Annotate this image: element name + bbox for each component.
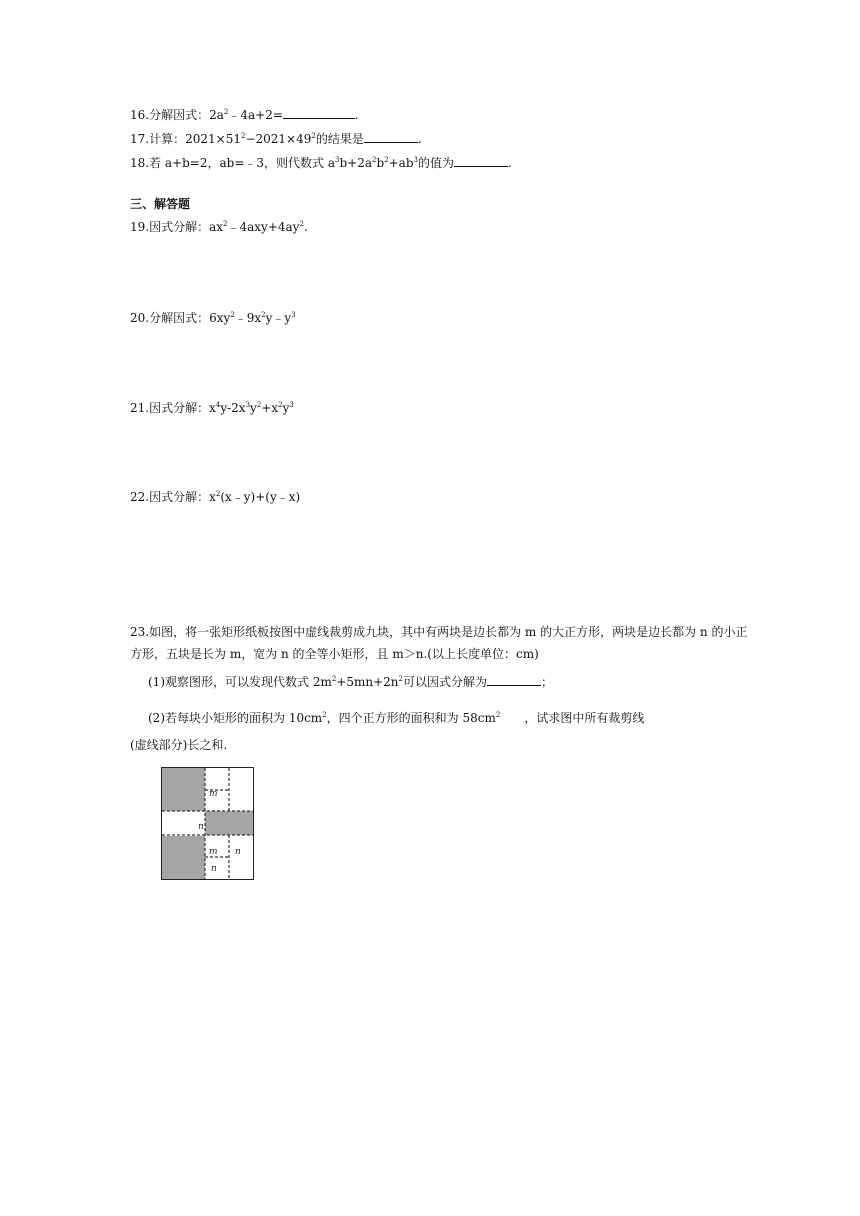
q16-label: 16.分解因式： xyxy=(130,108,210,122)
question-17: 17.计算：$2021\times 51^2-2021\times 49^2$的结果是 . xyxy=(130,132,422,146)
answer-blank[interactable] xyxy=(364,130,418,143)
answer-blank[interactable] xyxy=(487,673,541,686)
q18-label: 18.若 a+b=2，ab=﹣3，则代数式 a xyxy=(130,156,335,170)
question-19: 19.因式分解：$ax^2﹣4axy+4ay^2$. xyxy=(130,220,308,234)
section-heading: 三、解答题 xyxy=(130,197,191,211)
large-square-bottom xyxy=(162,836,205,879)
question-18: 18.若 a+b=2，ab=﹣3，则代数式 $a^3b+2a^2b^2+ab^3$的值为 . xyxy=(130,156,512,170)
answer-blank[interactable] xyxy=(454,154,508,167)
label-m-bottom: m xyxy=(209,847,218,857)
question-16: 16.分解因式：$2a^2﹣4a+2=$ . xyxy=(130,108,359,122)
question-23-part-2: (2)若每块小矩形的面积为 $10cm^2$，四个正方形的面积和为 $58cm^2$ ，试求图中所有裁剪线 xyxy=(148,711,645,725)
question-22: 22.因式分解：$x^2(x﹣y)+(y﹣x)$ xyxy=(130,490,301,504)
small-square-2 xyxy=(229,811,253,835)
question-21: 21.因式分解：$x^4y-2x^3y^2+x^2y^3$ xyxy=(130,401,294,415)
q17-label: 17.计算： xyxy=(130,132,186,146)
answer-blank[interactable] xyxy=(283,106,355,119)
label-n-bottom-1: n xyxy=(211,864,217,874)
label-m-top: m xyxy=(209,789,218,799)
label-n-bottom-2: n xyxy=(235,847,241,857)
cut-diagram xyxy=(161,767,254,880)
question-23-part-1: (1)观察图形，可以发现代数式 $2m^2+5mn+2n^2$可以因式分解为 ； xyxy=(148,675,554,689)
question-20: 20.分解因式：$6xy^2﹣9x^2y﹣y^3$ xyxy=(130,311,296,325)
large-square-top xyxy=(162,768,205,811)
question-23-stem: 23.如图，将一张矩形纸板按图中虚线裁剪成九块，其中有两块是边长都为 m 的大正方形，两块是边长都为 n 的小正方形，五块是长为 m，宽为 n 的全等小矩形，且 m＞n.(以上长度单位：cm) xyxy=(130,625,748,661)
question-23-part-2-cont: (虚线部分)长之和. xyxy=(130,738,228,752)
small-square-1 xyxy=(205,811,229,835)
label-n-middle: n xyxy=(198,822,204,832)
